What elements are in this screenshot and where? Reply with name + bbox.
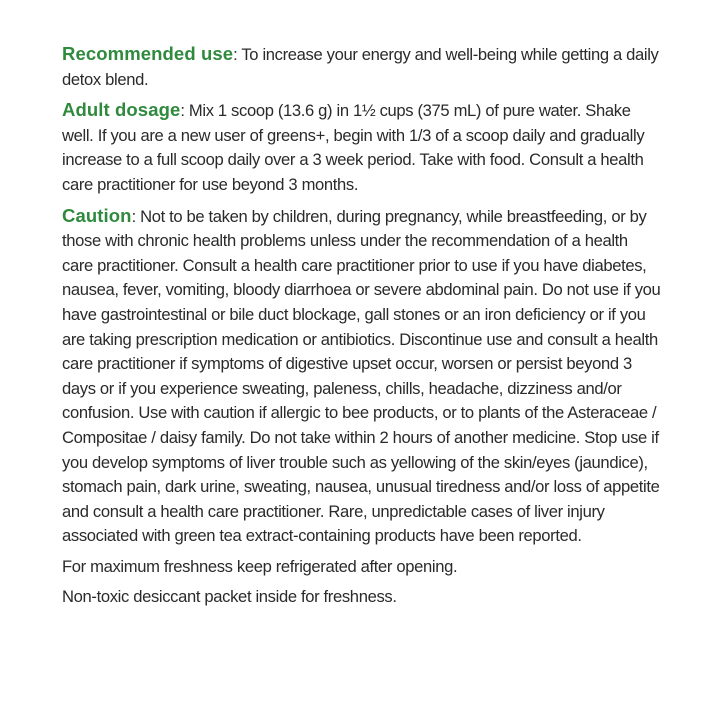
desiccant-note: Non-toxic desiccant packet inside for freshness.	[62, 587, 397, 607]
caution-text: : Not to be taken by children, during pregnancy, while breastfeeding, or by those with chronic health problems unless under the recommendation of a health care practitioner. Consult a health care practitioner prior to use if you have diabetes, nausea, fever, vomiting, bloody diarrhoea or severe abdominal pain. Do not use if you have gastrointestinal or bile duct blockage, gall stones or an iron deficiency or if you are taking prescription medication or antibiotics. Discontinue use and consult a health care practitioner if symptoms of digestive upset occur, worsen or persist beyond 3 days or if you experience sweating, paleness, chills, headache, dizziness and/or confusion. Use with caution if allergic to bee products, or to plants of the Asteraceae / Compositae / daisy family. Do not take within 2 hours of another medicine. Stop use if you develop symptoms of liver trouble such as yellowing of the skin/eyes (jaundice), stomach pain, dark urine, sweating, nausea, unusual tiredness and/or loss of appetite and consult a health care practitioner. Rare, unpredictable cases of liver injury associated with green tea extract-containing products have been reported.	[62, 206, 661, 546]
recommended-use-heading: Recommended use	[62, 43, 234, 64]
label-text-panel	[62, 42, 662, 616]
storage-note: For maximum freshness keep refrigerated after opening.	[62, 556, 458, 576]
recommended-use-text: : To increase your energy and well-being while getting a daily detox blend.	[62, 45, 659, 89]
recommended-use-paragraph	[62, 42, 662, 92]
adult-dosage-heading: Adult dosage	[62, 99, 181, 121]
caution-heading: Caution	[62, 204, 132, 226]
adult-dosage-paragraph	[62, 98, 662, 197]
adult-dosage-text: : Mix 1 scoop (13.6 g) in 1½ cups (375 mL) of pure water. Shake well. If you are a new user of greens+, begin with 1/3 of a scoop daily and gradually increase to a full scoop daily over a 3 week period. Take with food. Consult a health care practitioner for use beyond 3 months.	[62, 101, 645, 194]
caution-paragraph	[62, 204, 662, 549]
